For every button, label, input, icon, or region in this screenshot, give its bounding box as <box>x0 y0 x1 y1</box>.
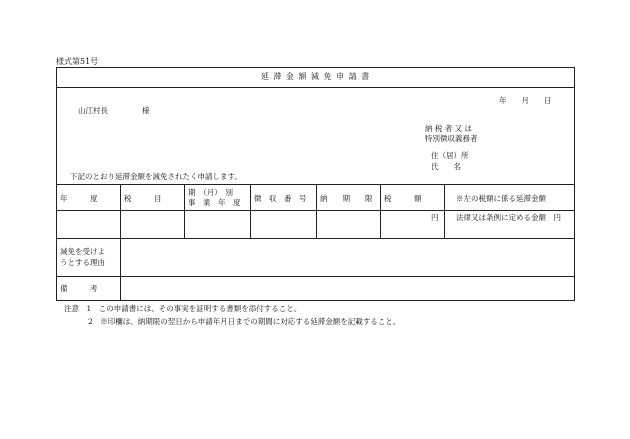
col-period: 期 （月） 別 <box>188 188 233 197</box>
divider <box>316 184 317 238</box>
divider <box>250 184 251 238</box>
divider <box>120 184 121 238</box>
taxpayer-label-2: 特別徴収義務者 <box>425 134 478 143</box>
col-delinquent-charge: ※左の税額に係る延滞金額 <box>456 194 546 203</box>
legal-amount-label: 法律又は条例に定める金額 円 <box>456 213 561 222</box>
intro-text: 下記のとおり延滞金額を減免されたく申請します。 <box>70 172 242 181</box>
divider <box>56 238 575 239</box>
col-collection-number: 徴 収 番 号 <box>254 194 307 203</box>
reason-label-2: うとする理由 <box>60 258 105 267</box>
divider <box>444 184 445 238</box>
addressee: 山江村長 <box>78 106 108 115</box>
address-label: 住（居）所 <box>431 151 469 160</box>
divider <box>380 184 381 238</box>
col-year: 年 度 <box>60 194 98 203</box>
taxpayer-label-1: 納 税 者 又 は <box>425 124 473 133</box>
reason-label: 減免を受けよ <box>60 247 105 256</box>
date-line[interactable]: 年 月 日 <box>499 96 552 105</box>
note-1: 注意 1 この申請書には、その事実を証明する書類を添付すること。 <box>64 304 302 313</box>
col-business-year: 事 業 年 度 <box>188 198 241 207</box>
form-number: 様式第51号 <box>56 57 99 66</box>
divider <box>120 238 121 301</box>
remarks-label: 備 考 <box>60 284 98 293</box>
divider <box>56 87 575 88</box>
yen-unit: 円 <box>431 213 439 222</box>
col-tax-item: 税 目 <box>124 194 162 203</box>
name-label: 氏 名 <box>431 162 461 171</box>
divider <box>56 276 575 277</box>
page-title: 延 滞 金 額 減 免 申 請 書 <box>260 72 371 81</box>
col-tax-amount: 税 額 <box>384 194 422 203</box>
honorific: 様 <box>142 106 150 115</box>
col-due-date: 納 期 限 <box>320 194 373 203</box>
note-2: 2 ※印欄は、納期限の翌日から申請年月日までの期間に対応する延滞金額を記載すること。 <box>88 317 401 326</box>
divider <box>184 184 185 238</box>
